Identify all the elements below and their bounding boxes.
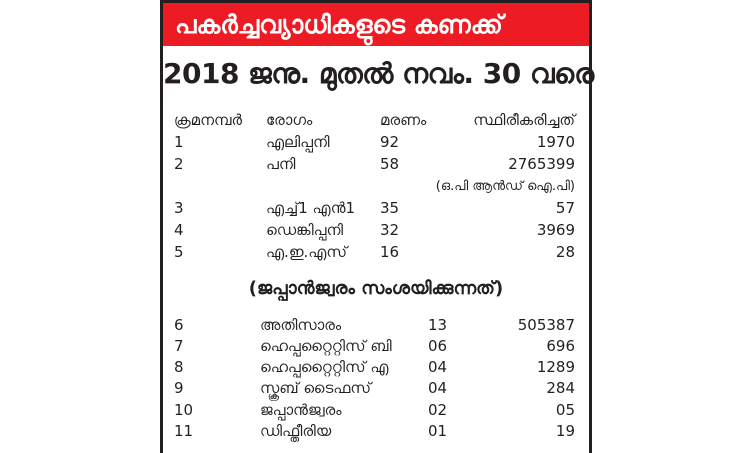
header-disease: രോഗം	[266, 111, 313, 129]
cell-serial: 5	[174, 243, 184, 261]
cell-serial: 2	[174, 155, 184, 173]
cell-disease: അതിസാരം	[260, 316, 342, 334]
cell-deaths: 35	[380, 199, 400, 217]
header-serial: ക്രമനമ്പർ	[174, 111, 242, 129]
cell-confirmed: 2765399	[508, 155, 575, 173]
cell-confirmed: 57	[555, 199, 575, 217]
cell-confirmed: 1289	[536, 358, 575, 376]
cell-confirmed: 505387	[517, 316, 575, 334]
table-row	[163, 420, 589, 442]
table-row	[163, 335, 589, 357]
table-row	[163, 219, 589, 241]
cell-serial: 6	[174, 316, 184, 334]
cell-disease: പനി	[266, 155, 296, 173]
table-row	[163, 153, 589, 175]
date-range-subtitle: 2018 ജനു. മുതൽ നവം. 30 വരെ	[163, 57, 594, 90]
header-confirmed: സ്ഥിരീകരിച്ചത്	[473, 111, 575, 129]
cell-disease: ഡെങ്കിപ്പനി	[266, 221, 344, 239]
table-row	[163, 131, 589, 153]
cell-disease: എച്ച്1 എൻ1	[266, 199, 356, 217]
cell-deaths: 04	[428, 358, 448, 376]
cell-serial: 9	[174, 379, 184, 397]
cell-serial: 1	[174, 133, 184, 151]
cell-deaths: 16	[380, 243, 400, 261]
table-row	[163, 356, 589, 378]
cell-deaths: 58	[380, 155, 400, 173]
cell-deaths: 06	[428, 337, 448, 355]
cell-disease: എ.ഇ.എസ്	[266, 243, 347, 261]
table-row	[163, 314, 589, 336]
cell-serial: 11	[174, 422, 194, 440]
table-row	[163, 377, 589, 399]
cell-serial: 8	[174, 358, 184, 376]
cell-disease: ഹെപ്പറ്റൈറ്റിസ് എ	[260, 358, 389, 376]
cell-deaths: 02	[428, 401, 448, 419]
cell-confirmed: 19	[555, 422, 575, 440]
table-row	[163, 399, 589, 421]
cell-serial: 7	[174, 337, 184, 355]
table-row	[163, 241, 589, 263]
cell-deaths: 32	[380, 221, 400, 239]
cell-disease: ഡിഫ്തീരിയ	[260, 422, 332, 440]
table-header	[163, 109, 589, 131]
cell-confirmed: 3969	[536, 221, 575, 239]
cell-confirmed: 284	[546, 379, 575, 397]
cell-deaths: 04	[428, 379, 448, 397]
cell-deaths: 92	[380, 133, 400, 151]
cell-deaths: 01	[428, 422, 448, 440]
cell-serial: 10	[174, 401, 194, 419]
disease-stats-box	[160, 0, 592, 453]
table-row	[163, 197, 589, 219]
cell-disease: സ്ക്രബ് ടൈഫസ്	[260, 379, 372, 397]
cell-deaths: 13	[428, 316, 448, 334]
cell-confirmed: 1970	[536, 133, 575, 151]
cell-confirmed: 696	[546, 337, 575, 355]
cell-disease: എലിപ്പനി	[266, 133, 330, 151]
cell-confirmed: 28	[555, 243, 575, 261]
cell-disease: ജപ്പാൻജ്വരം	[260, 401, 342, 419]
section-note: (ജപ്പാൻജ്വരം സംശയിക്കുന്നത്)	[248, 278, 504, 299]
cell-disease: ഹെപ്പറ്റൈറ്റിസ് ബി	[260, 337, 392, 355]
cell-confirmed: 05	[555, 401, 575, 419]
fever-note: (ഒ.പി ആൻഡ് ഐ.പി)	[435, 179, 575, 194]
header-deaths: മരണം	[380, 111, 427, 129]
cell-serial: 4	[174, 221, 184, 239]
banner-title: പകർച്ചവ്യാധികളുടെ കണക്ക്	[163, 3, 589, 46]
cell-serial: 3	[174, 199, 184, 217]
